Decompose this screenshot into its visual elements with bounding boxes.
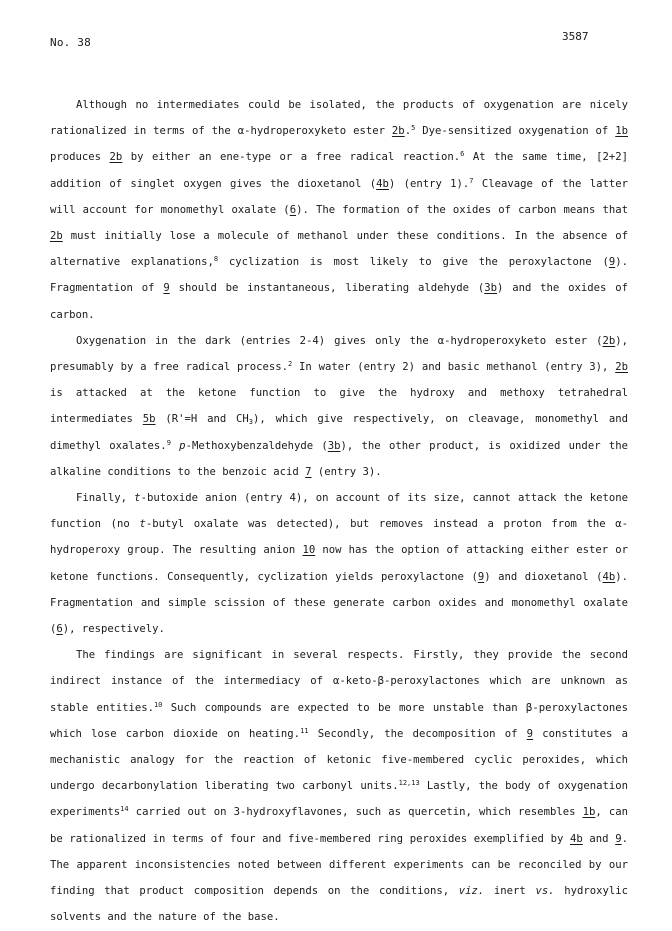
text-run: must initially lose a molecule of methanol under these conditions. In the absence of alternative explanations, [50, 230, 628, 269]
paragraph-4 [50, 642, 628, 930]
text-run: now has the option of attacking either ester or ketone functions. Consequently, cyclization yields peroxylactone ( [50, 544, 628, 583]
text-run: Although no intermediates could be isolated, the products of oxygenation are nicely rationalized in terms of the α-hydroperoxyketo ester [50, 99, 628, 138]
subscript: 3 [248, 418, 254, 427]
text-run: ). The formation of the oxides of carbon means that [296, 203, 628, 216]
issue-number: No. 38 [50, 36, 91, 49]
compound-ref: 4b [570, 832, 583, 845]
compound-ref: 1b [615, 125, 628, 138]
compound-ref: 9 [163, 282, 170, 295]
text-run: ), presumably by a free radical process. [50, 334, 628, 374]
compound-ref: 10 [302, 544, 316, 557]
paragraph-3 [50, 485, 628, 642]
compound-ref: 4b [376, 177, 389, 190]
text-run: -butyl oxalate was detected), but removes instead a proton from the α-hydroperoxy group. The resulting anion [50, 518, 628, 557]
compound-ref: 2b [615, 361, 628, 374]
italic-term: t [139, 518, 146, 531]
compound-ref: 9 [615, 832, 622, 845]
compound-ref: 2b [602, 334, 616, 347]
text-run: produces [50, 151, 110, 164]
compound-ref: 1b [582, 806, 596, 819]
reference-marker: 8 [213, 255, 219, 264]
text-run [171, 440, 179, 452]
reference-marker: 12,13 [398, 779, 420, 788]
text-run: . The apparent inconsistencies noted between different experiments can be reconciled by our finding that product composition depends on the conditions, [50, 832, 628, 898]
reference-marker: 11 [300, 726, 309, 735]
paragraph-1 [50, 92, 628, 328]
italic-term: t [134, 492, 141, 505]
compound-ref: 9 [526, 727, 534, 740]
text-run: inert [484, 885, 536, 898]
text-run: constitutes a mechanistic analogy for the reaction of ketonic five-membered cyclic peroxides, which undergo decarbonylation liberating two carbonyl units. [50, 727, 628, 793]
compound-ref: 9 [477, 570, 485, 583]
text-run: cyclization is most likely to give the peroxylactone ( [218, 256, 609, 269]
compound-ref: 5b [142, 413, 156, 426]
text-run: The findings are significant in several respects. Firstly, they provide the second indirect instance of the intermediacy of α-keto-β-peroxylactones which are unknown as stable entities. [50, 649, 628, 714]
text-run: Lastly, the body of oxygenation experiments [50, 780, 628, 819]
reference-marker: 2 [288, 360, 293, 369]
text-run: hydroxylic solvents and the nature of the base. [50, 885, 628, 924]
italic-term: vs. [535, 885, 555, 898]
compound-ref: 9 [608, 256, 616, 269]
reference-marker: 10 [153, 700, 163, 709]
text-run: -butoxide anion (entry 4), on account of its size, cannot attack the ketone function (no [50, 492, 628, 531]
compound-ref: 6 [56, 623, 63, 636]
text-run: In water (entry 2) and basic methanol (entry 3), [292, 361, 616, 374]
text-run: (entry 3). [311, 465, 382, 478]
reference-marker: 9 [166, 438, 171, 447]
reference-marker: 5 [411, 124, 416, 133]
paragraph-2 [50, 328, 628, 485]
reference-marker: 6 [460, 150, 465, 159]
compound-ref: 4b [602, 570, 616, 583]
text-run: Finally, [76, 492, 135, 505]
text-run: and [582, 832, 616, 845]
text-run: , can be rationalized in terms of four and five-membered ring peroxides exemplified by [50, 806, 629, 845]
compound-ref: 2b [109, 151, 123, 164]
body-text [50, 92, 628, 931]
compound-ref: 7 [305, 465, 312, 478]
text-run: ) and dioxetanol ( [484, 570, 603, 583]
text-run: At the same time, [2+2] addition of singlet oxygen gives the dioxetanol ( [50, 151, 628, 190]
text-run: ), which give respectively, on cleavage, monomethyl and dimethyl oxalates. [50, 413, 628, 452]
text-run: ). Fragmentation and simple scission of these generate carbon oxides and monomethyl oxalate ( [50, 570, 628, 636]
text-run: . [404, 125, 412, 138]
text-run: ). Fragmentation of [50, 256, 628, 295]
text-run: should be instantaneous, liberating aldehyde ( [169, 282, 485, 295]
compound-ref: 3b [484, 282, 497, 295]
italic-term: viz. [458, 885, 485, 898]
text-run: ) (entry 1). [388, 177, 470, 190]
compound-ref: 3b [327, 439, 341, 452]
compound-ref: 2b [391, 125, 405, 138]
text-run: is attacked at the ketone function to give the hydroxy and methoxy tetrahedral intermediates [50, 387, 628, 426]
italic-term: p [179, 439, 186, 452]
page-number: 3587 [562, 30, 589, 43]
text-run: Secondly, the decomposition of [308, 727, 527, 740]
text-run: Dye-sensitized oxygenation of [415, 125, 616, 138]
reference-marker: 7 [469, 176, 474, 185]
compound-ref: 2b [50, 230, 63, 243]
text-run: -Methoxybenzaldehyde ( [185, 439, 328, 452]
text-run: Such compounds are expected to be more unstable than β-peroxylactones which lose carbon dioxide on heating. [50, 701, 628, 740]
text-run: Cleavage of the latter will account for monomethyl oxalate ( [50, 177, 628, 216]
text-run: ), the other product, is oxidized under the alkaline conditions to the benzoic acid [50, 439, 628, 478]
reference-marker: 14 [120, 805, 129, 814]
text-run: (R'=H and CH [155, 413, 249, 426]
compound-ref: 6 [289, 203, 297, 216]
text-run: ) and the oxides of carbon. [50, 282, 628, 321]
text-run: by either an ene-type or a free radical reaction. [122, 151, 461, 164]
text-run: ), respectively. [62, 623, 165, 636]
text-run: Oxygenation in the dark (entries 2-4) gives only the α-hydroperoxyketo ester ( [76, 334, 603, 347]
text-run: carried out on 3-hydroxyflavones, such as quercetin, which resembles [128, 806, 583, 819]
